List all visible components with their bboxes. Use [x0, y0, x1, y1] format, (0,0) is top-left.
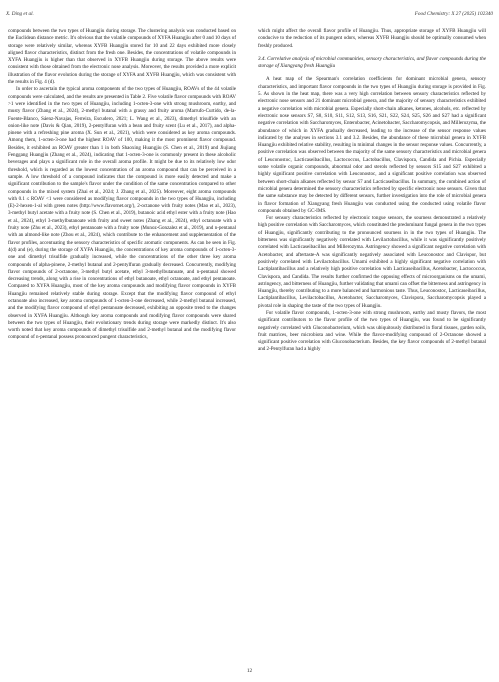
- body-paragraph: In order to ascertain the typical aroma components of the two types of Huangjiu, ROAVs of the 44 volatile compounds were calculated, and the results are presented in Table 2. Five volatile flavor compounds with ROAV >1 were identified in the two types of Huangjiu, including 1-octen-3-one with strong mushroom, earthy, and musty flavor (Zhang et al., 2024), 2-methyl butanal with a grassy and fruity aroma (Marrufo-Curtido, de-la-Fuente-Blanco, Sáenz-Navajas, Ferreira, Escudero, 2021; L. Wang et al., 2023), dimethyl trisulfide with an onion-like note (Davis & Qian, 2019), 2-pentylfuran with a bean and fruity scent (Lu et al., 2017), and alpha-pinene with a refreshing pine aroma (X. Sun et al., 2021), which were considered as key aroma compounds. Among them, 1-octen-3-one had the highest ROAV of 100, making it the most prominent flavor compound. Besides, it exhibited an ROAV greater than 1 in both Shaoxing Huangjiu (S. Chen et al., 2019) and Jiujiang Fenggang Huangjiu (Zhang et al., 2024), indicating that 1-octen-3-one is commonly present in these alcoholic beverages and plays a significant role in the overall aroma profile. It might be due to its relatively low odor threshold, which is regarded as the lowest concentration of an aroma compound that can be perceived in a sample. A low threshold of a compound indicates that the compound is more easily detected and make a significant contribution to the sample's flavor under the condition of the same concentration compared to other compounds in the mixed system (Zhai et al., 2024; J. Zhang et al., 2025). Moreover, eight aroma compounds with 0.1 ≤ ROAV <1 were considered as modifying flavor compounds in the two types of Huangjiu, including (E)-2-hexen-1-al with green notes (http://www.flavornet.org/), 2-octanone with fruity notes (Mao et al., 2023), 3-methyl butyl acetate with a fruity note (S. Chen et al., 2019), butanoic acid ethyl ester with a fruity note (Hao et al., 2024), ethyl 3-methylbutanoate with fruity and sweet notes (Zhang et al., 2024), ethyl octanoate with a fruity note (Zhu et al., 2023), ethyl pentanoate with a fruity note (Munoz-Gonzalez et al., 2019), and n-pentanal with an almond-like note (Zhou et al., 2024), which contribute to the enhancement and supplementation of the flavor profiles, accentuating the sensory characteristics of specific aromatic components. As can be seen in Fig. 4(d) and (e), during the storage of XYFA Huangjiu, the concentrations of key aroma compounds of 1-octen-3-one and dimethyl trisulfide gradually increased, while the concentrations of the other three key aroma compounds of alpha-pinene, 2-methyl butanal and 2-pentylfuran gradually decreased. Concurrently, modifying flavor compounds of 2-octanone, 3-methyl butyl acetate, ethyl 3-methylbutanoate, and n-pentanal showed decreasing trends, along with a rise in concentrations of ethyl butanoate, ethyl octanoate, and ethyl pentanoate. Compared to XYFA Huangjiu, most of the key aroma compounds and modifying flavor compounds in XYFB Huangjiu remained relatively stable during storage. Except that the modifying flavor compound of ethyl octanoate also increased, key aroma compounds of 1-octen-3-one decreased, while 2-methyl butanal increased, and the modifying flavor compound of ethyl pentanoate decreased, exhibiting an opposite trend to the changes observed in XYFA Huangjiu. Although key aroma compounds and modifying flavor compounds were shared between the two types of Huangjiu, their evolutionary trends during storage were markedly distinct. It's also worth noted that key aroma compounds of dimethyl trisulfide and 2-methyl butanal and the modifying flavor compound of n-pentanal possess pronounced pungent characteristics,: [8, 86, 236, 341]
- body-paragraph: For sensory characteristics reflected by electronic tongue sensors, the sourness demonstrated a relatively high positive correlation with Saccharomyces, which constituted the predominant fungal genera in the two types of Huangjiu, significantly contributing to the pronounced sourness in in the two types of Huangjiu. The bitterness was significantly negatively correlated with Levilactobacillus, while it was significantly positively correlated with Lacticaseibacillus and Millerozyma. Astringency showed a significant negative correlation with Acetobacter, and aftertaste-A was significantly negatively associated with Leuconostoc and Clavispor, but positively correlated with Levilactobacillus. Umami exhibited a highly significant negative correlation with Lactiplantibacillus and a relatively high positive correlation with Lacticaseibacillus, Acetobacter, Lactococcus, Clavispora, and Candida. The results further confirmed the opposing effects of microorganisms on the umami, astringency, and bitterness of Huangjiu, further validating that umami can offset the bitterness and astringency in Huangjiu, thereby contributing to a more balanced and harmonious taste. Thus, Leuconostoc, Lacticaseibacillus, Lactiplantibacillus, Levilactobacillus, Acetobacter, Saccharomyces, Clavispora, Saccharomycopsis played a pivotal role in shaping the taste of the two types of Huangjiu.: [258, 215, 486, 309]
- header-journal: Food Chemistry: X 27 (2025) 102340: [414, 11, 493, 17]
- body-paragraph: A heat map of the Spearman's correlation coefficients for dominant microbial genera, sensory characteristics, and important flavor compounds in the two types of Huangjiu during storage is provided in Fig. 5. As shown in the heat map, there was a very high correlation between sensory characteristics reflected by electronic nose sensors and 21 dominant microbial genera, and the majority of sensory characteristics exhibited a negative correlation with microbial genera. Especially short-chain alkanes, ketones, alcohols, etc. reflected by electronic nose sensors S7, S8, S10, S11, S12, S13, S16, S21, S22, S24, S25, S26 and S27 had a significant negative correlation with Saccharomyces, Enterobacter, Acinetobacter, Saccharomycopsis, and Millerozyma, the abundance of which in XYFA gradually decreased, leading to the increase of the sensor response values indicated by the analyses in sections 3.1 and 3.2. Besides, the abundance of these microbial genera in XYFB Huangjiu exhibited relative stability, resulting in minimal changes in the sensor response values. Concurrently, a positive correlation was observed between the majority of the same sensory characteristics and microbial genera of Leuconostoc, Lacticaseibacillus, Lactococcus, Lactobacillus, Clavispora, Candida and Pichia. Especially some volatile organic compounds, abnormal odor and sterols reflected by sensors S15 and S27 exhibited a highly significant positive correlation with Leuconostoc, and a significant positive correlation was observed between short-chain alkanes reflected by sensor S7 and Lacticaseibacillus. In summary, the combined action of microbial genera determined the sensory characteristics reflected by specific electronic nose sensors. Given that the same substance may be detected by different sensors, further investigation into the role of microbial genera in flavor formation of Xiangyang fresh Huangjiu was conducted using the conducted using volatile flavor compounds obtained by GC-IMS.: [258, 76, 486, 214]
- header-authors: X. Ding et al.: [6, 11, 34, 17]
- body-paragraph: which might affect the overall flavor profile of Huangjiu. Thus, appropriate storage of XYFB Huangjiu will conducive to the reduction of its pungent odors, whereas XYFB Huangjiu should be optimally consumed when freshly produced.: [258, 28, 486, 49]
- section-heading: 3.4. Correlative analysis of microbial communities, sensory characteristics, and flavor compounds during the storage of Xiangyang fresh Huangjiu: [258, 55, 486, 70]
- body-paragraph: compounds between the two types of Huangjiu during storage. The clustering analysis was conducted based on the Euclidean distance metric. It's obvious that the volatile compounds of XYFA Huangjiu after 0 and 10 days of storage were relatively similar, whereas XYFB Huangjiu stored for 10 and 22 days exhibited more closely aligned flavor characteristics, distinct from the fresh one. Besides, the concentrations of volatile compounds in XYFA Huangjiu is higher than that observed in XYFB Huangjiu during storage. The above results were consistent with those obtained from the electronic nose analysis. Moreover, the results provided a more explicit illustration of the flavor evolution during the storage of XYFA and XYFB Huangjiu, which was consistent with the results in Fig. 4 (d).: [8, 28, 236, 86]
- page-number: 12: [246, 668, 253, 674]
- left-column: [8, 28, 236, 342]
- running-header: [6, 11, 493, 21]
- body-paragraph: For volatile flavor compounds, 1-octen-3-one with strong mushroom, earthy and musty flavors, the most significant contributors to the flavor profile of the two types of Huangjiu, was found to be significantly negatively correlated with Gluconobacterium, which was ubiquitously distributed in floral tissues, garden soils, fruit matrices, beer microbiota and wine. While the flavor-modifying compound of 2-Octanone showed a significant positive correlation with Gluconobacterium. Besides, the key flavor compounds of 2-methyl butanal and 2-Pentylfuran had a highly: [258, 309, 486, 353]
- right-column: [258, 28, 486, 354]
